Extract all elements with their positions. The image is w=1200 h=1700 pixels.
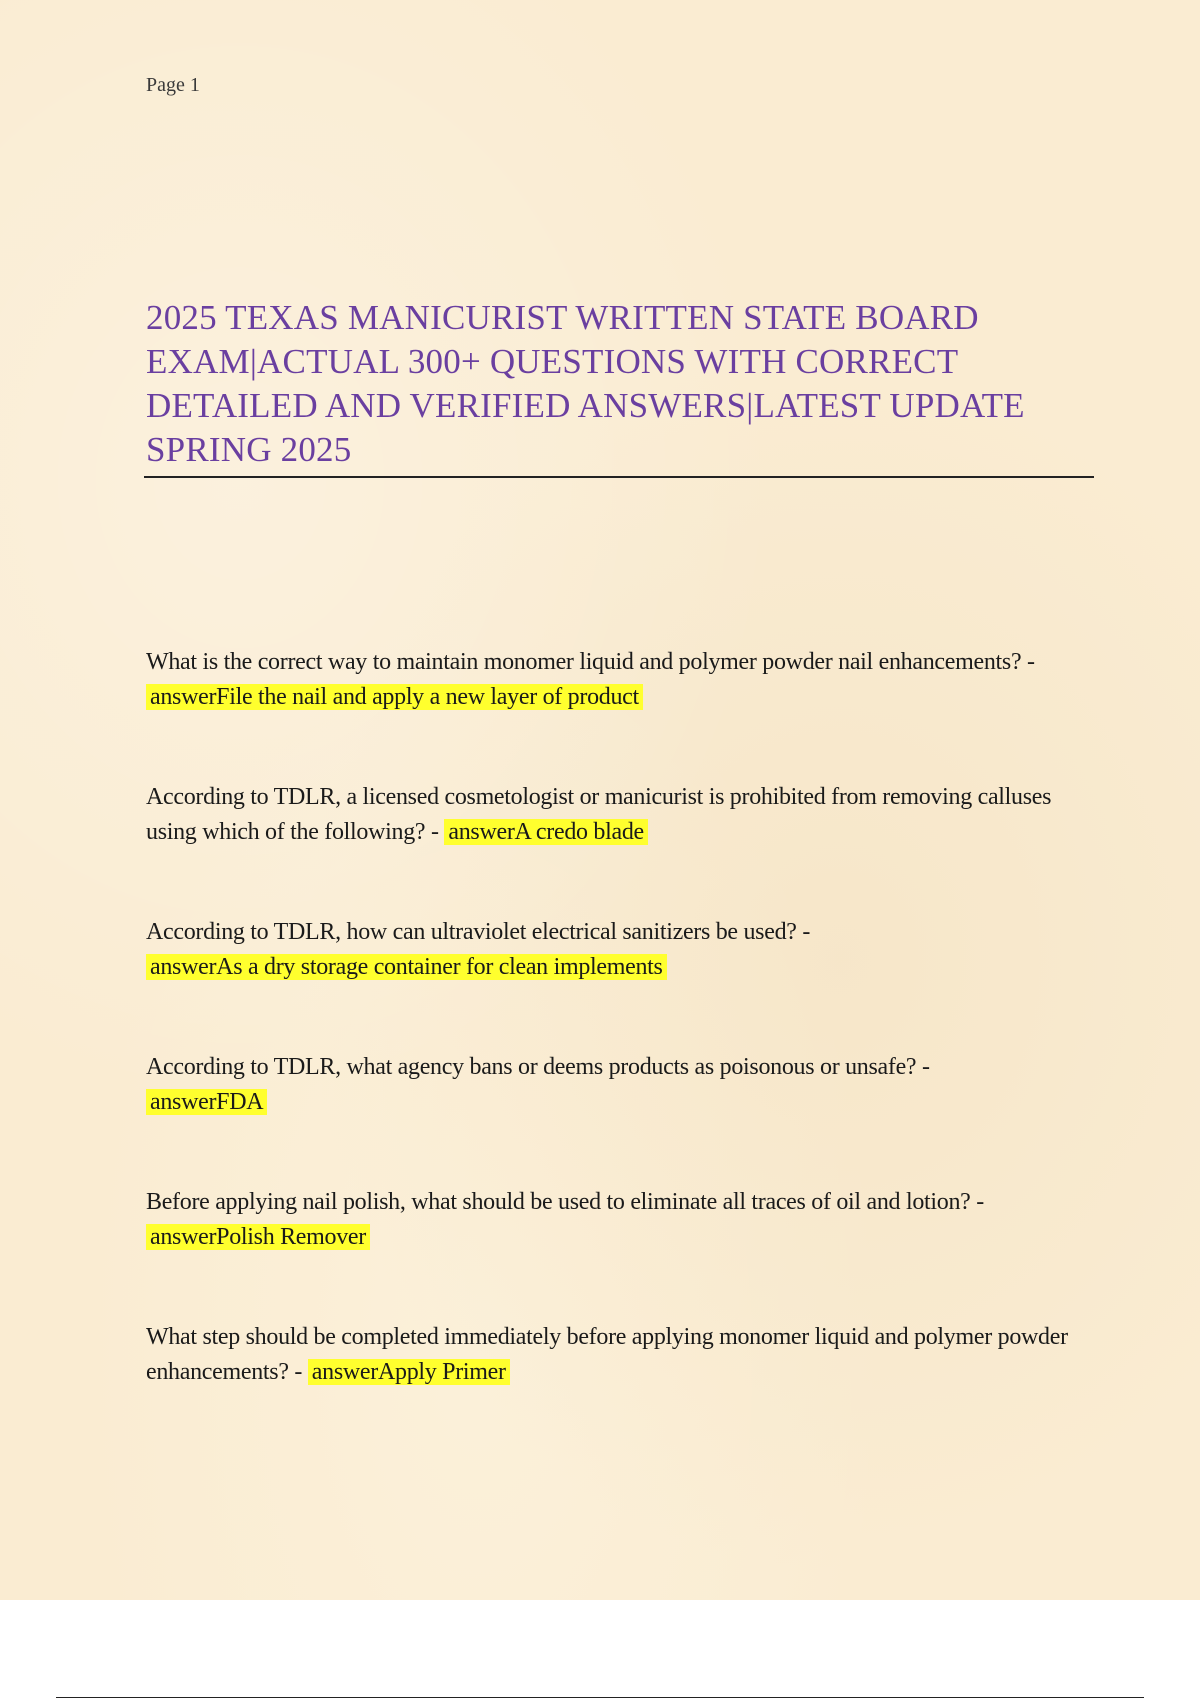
page-separator-line bbox=[56, 1697, 1144, 1698]
question-text: According to TDLR, what agency bans or deems products as poisonous or unsafe? - bbox=[146, 1054, 930, 1080]
question-text: According to TDLR, a licensed cosmetologist or manicurist is prohibited from removing calluses using which of the following? - bbox=[146, 784, 1052, 845]
page-number-label: Page 1 bbox=[146, 74, 200, 96]
question-text: According to TDLR, how can ultraviolet electrical sanitizers be used? - bbox=[146, 919, 811, 945]
title-underline bbox=[144, 476, 1094, 478]
answer-highlight: answerApply Primer bbox=[308, 1359, 510, 1385]
qa-item-6 bbox=[146, 1320, 1096, 1390]
question-text: What is the correct way to maintain monomer liquid and polymer powder nail enhancements? - bbox=[146, 649, 1035, 675]
answer-highlight: answerA credo blade bbox=[444, 819, 648, 845]
question-text: What step should be completed immediately before applying monomer liquid and polymer powder enhancements? - bbox=[146, 1324, 1068, 1385]
qa-item-5 bbox=[146, 1185, 1096, 1255]
answer-highlight: answerPolish Remover bbox=[146, 1224, 370, 1250]
answer-highlight: answerFile the nail and apply a new layer of product bbox=[146, 684, 643, 710]
document-title: 2025 TEXAS MANICURIST WRITTEN STATE BOARD EXAM|ACTUAL 300+ QUESTIONS WITH CORRECT DETAILED AND VERIFIED ANSWERS|LATEST UPDATE SPRING 2025 bbox=[146, 298, 1025, 469]
qa-item-3 bbox=[146, 915, 1096, 985]
qa-item-2 bbox=[146, 780, 1096, 850]
answer-highlight: answerFDA bbox=[146, 1089, 267, 1115]
answer-highlight: answerAs a dry storage container for clean implements bbox=[146, 954, 667, 980]
qa-item-4 bbox=[146, 1050, 1096, 1120]
qa-item-1 bbox=[146, 645, 1096, 715]
question-text: Before applying nail polish, what should be used to eliminate all traces of oil and lotion? - bbox=[146, 1189, 984, 1215]
